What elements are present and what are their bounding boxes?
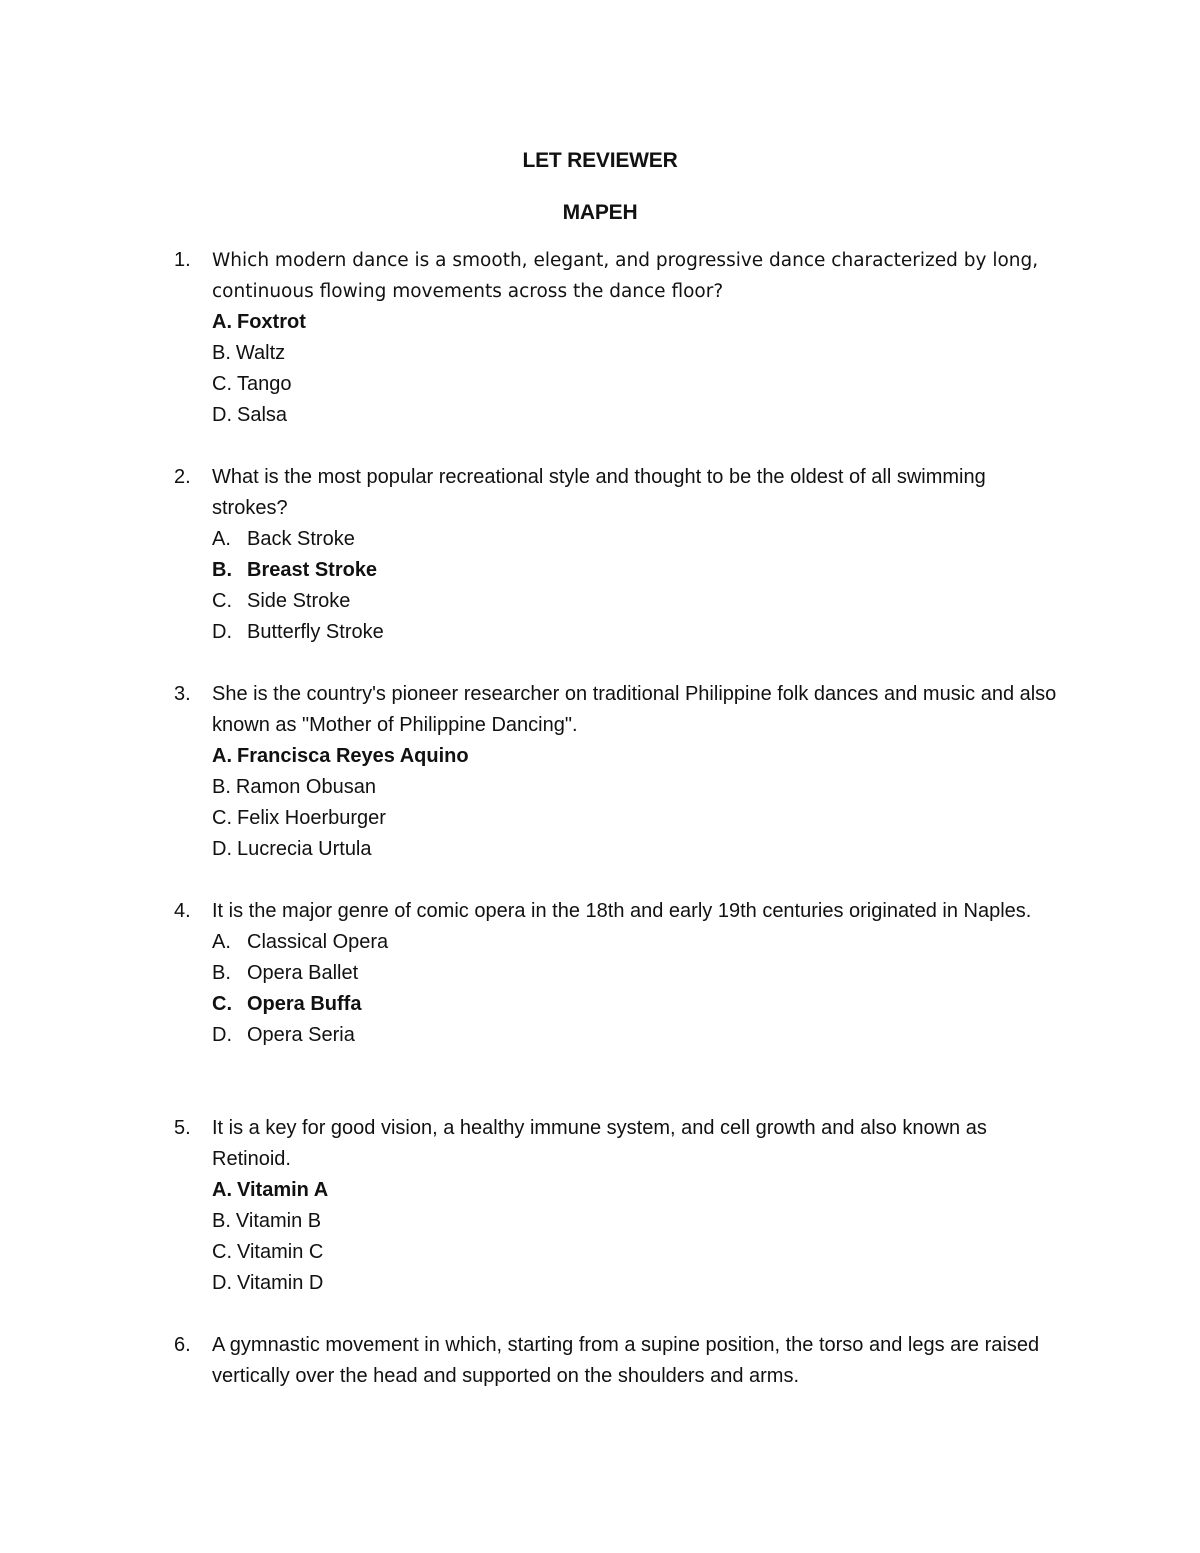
options-list	[212, 927, 1074, 1051]
option-a	[212, 1175, 1074, 1206]
question-number: 4.	[174, 900, 191, 922]
option-text: Ramon Obusan	[235, 776, 376, 798]
option-text: Salsa	[237, 404, 288, 426]
options-list	[212, 524, 1074, 648]
option-a	[212, 927, 1074, 958]
option-letter: A.	[212, 528, 231, 550]
question-6	[174, 1330, 1074, 1392]
option-text: Waltz	[235, 342, 286, 364]
option-a	[212, 524, 1074, 555]
question-text: What is the most popular recreational style and thought to be the oldest of all swimming strokes?	[212, 466, 986, 519]
option-text: Opera Ballet	[247, 962, 359, 984]
option-letter: A.	[212, 745, 232, 767]
option-letter: D.	[212, 1024, 232, 1046]
option-text: Side Stroke	[247, 590, 351, 612]
option-text: Francisca Reyes Aquino	[237, 745, 469, 767]
option-d	[212, 834, 1074, 865]
options-list	[212, 1175, 1074, 1299]
option-letter: A.	[212, 311, 232, 333]
option-b	[212, 555, 1074, 586]
option-text: Felix Hoerburger	[237, 807, 386, 829]
question-text: Which modern dance is a smooth, elegant, and progressive dance characterized by long, continuous flowing movements across the dance floor?	[212, 250, 1039, 302]
question-number: 1.	[174, 249, 191, 271]
option-c	[212, 586, 1074, 617]
option-text: Vitamin C	[237, 1241, 324, 1263]
question-text: A gymnastic movement in which, starting from a supine position, the torso and legs are raised vertically over the head and supported on the shoulders and arms.	[212, 1334, 1040, 1387]
question-text: She is the country's pioneer researcher on traditional Philippine folk dances and music and also known as "Mother of Philippine Dancing".	[212, 683, 1057, 736]
option-text: Opera Buffa	[247, 993, 362, 1015]
option-d	[212, 1020, 1074, 1051]
option-letter: C.	[212, 993, 232, 1015]
option-letter: C.	[212, 373, 232, 395]
option-text: Back Stroke	[247, 528, 355, 550]
option-d	[212, 400, 1074, 431]
option-text: Vitamin A	[237, 1179, 329, 1201]
option-letter: C.	[212, 1241, 232, 1263]
option-c	[212, 369, 1074, 400]
question-number: 6.	[174, 1334, 191, 1356]
document-subtitle: MAPEH	[562, 201, 638, 224]
option-letter: B.	[212, 342, 231, 364]
option-d	[212, 1268, 1074, 1299]
option-c	[212, 803, 1074, 834]
question-text: It is the major genre of comic opera in the 18th and early 19th centuries originated in Naples.	[212, 900, 1032, 922]
option-text: Opera Seria	[247, 1024, 355, 1046]
option-text: Foxtrot	[237, 311, 306, 333]
option-letter: B.	[212, 1210, 231, 1232]
option-b	[212, 772, 1074, 803]
option-text: Tango	[237, 373, 292, 395]
option-c	[212, 1237, 1074, 1268]
option-text: Breast Stroke	[247, 559, 378, 581]
question-number: 2.	[174, 466, 191, 488]
option-letter: B.	[212, 559, 232, 581]
options-list	[212, 307, 1074, 431]
question-3	[174, 679, 1074, 865]
option-text: Vitamin D	[237, 1272, 324, 1294]
question-text: It is a key for good vision, a healthy immune system, and cell growth and also known as Retinoid.	[212, 1117, 987, 1170]
option-letter: B.	[212, 962, 231, 984]
question-1	[174, 245, 1074, 431]
option-a	[212, 741, 1074, 772]
option-d	[212, 617, 1074, 648]
option-b	[212, 1206, 1074, 1237]
option-letter: D.	[212, 1272, 232, 1294]
question-number: 3.	[174, 683, 191, 705]
option-letter: A.	[212, 1179, 232, 1201]
option-b	[212, 958, 1074, 989]
question-4	[174, 896, 1074, 1051]
option-letter: C.	[212, 590, 232, 612]
option-letter: C.	[212, 807, 232, 829]
option-text: Lucrecia Urtula	[237, 838, 372, 860]
option-text: Classical Opera	[247, 931, 389, 953]
option-a	[212, 307, 1074, 338]
option-c	[212, 989, 1074, 1020]
question-number: 5.	[174, 1117, 191, 1139]
option-text: Vitamin B	[235, 1210, 322, 1232]
option-letter: D.	[212, 404, 232, 426]
option-text: Butterfly Stroke	[247, 621, 384, 643]
option-letter: A.	[212, 931, 231, 953]
option-b	[212, 338, 1074, 369]
option-letter: D.	[212, 621, 232, 643]
question-2	[174, 462, 1074, 648]
options-list	[212, 741, 1074, 865]
option-letter: B.	[212, 776, 231, 798]
document-title: LET REVIEWER	[522, 149, 678, 172]
option-letter: D.	[212, 838, 232, 860]
question-5	[174, 1113, 1074, 1299]
